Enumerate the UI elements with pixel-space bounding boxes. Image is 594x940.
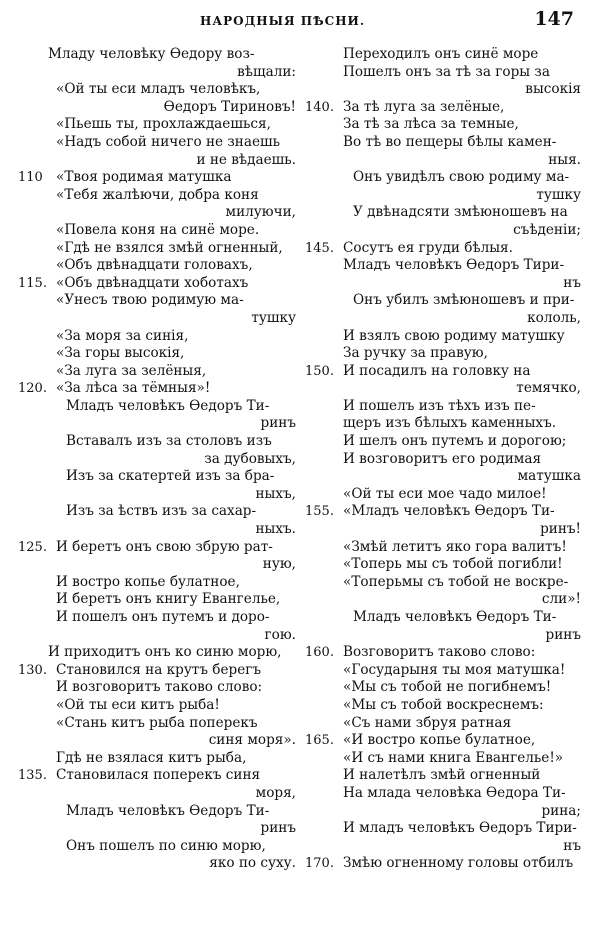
verse-text: «Пьешь ты, прохлаждаешься, (56, 116, 271, 133)
verse-text: «Младъ человѣкъ Ѳедоръ Ти- (343, 503, 555, 520)
verse-line (18, 503, 298, 521)
verse-text: И пошелъ изъ тѣхъ изъ пе- (343, 397, 536, 414)
verse-text: рина; (541, 802, 581, 819)
verse-line (305, 433, 583, 451)
line-number: 135. (18, 768, 47, 784)
verse-line (18, 292, 298, 310)
verse-text: И шелъ онъ путемъ и дорогою; (343, 433, 567, 450)
verse-line (18, 521, 298, 539)
verse-text: Младъ человѣкъ Ѳедоръ Тири- (343, 257, 565, 274)
verse-text: «Тебя жалѣючи, добра коня (56, 186, 259, 203)
verse-text: «Надъ собой ничего не знаешь (56, 133, 281, 150)
verse-text: И пошелъ онъ путемъ и доро- (56, 609, 270, 625)
verse-line (18, 627, 298, 645)
verse-text: «За лѣса за тёмныя»! (56, 380, 211, 397)
verse-text: Онъ убилъ змѣюношевъ и при- (353, 292, 575, 309)
verse-text: Онъ увидѣлъ свою родиму ма- (353, 169, 570, 186)
verse-text: «Объ двѣнадцати головахъ, (56, 257, 253, 274)
verse-line (18, 46, 298, 64)
verse-line (305, 187, 583, 205)
verse-text: темячко, (516, 380, 581, 397)
verse-text: и не вѣдаешь. (196, 151, 296, 168)
line-number: 130. (18, 662, 47, 678)
verse-line (305, 556, 583, 574)
verse-text: Младъ человѣкъ Ѳедоръ Ти- (66, 802, 270, 819)
verse-line (305, 627, 583, 645)
verse-line (18, 697, 298, 715)
verse-line (305, 152, 583, 170)
verse-text: И беретъ онъ свою збрую рат- (56, 538, 273, 555)
verse-line (305, 257, 583, 275)
line-number: 140. (305, 99, 334, 115)
verse-text: вѣщали: (237, 63, 296, 80)
verse-line (305, 503, 583, 521)
verse-text: Во тѣ во пещеры бѣлы камен- (343, 133, 557, 150)
verse-text: Ѳедоръ Тириновъ! (163, 98, 296, 115)
verse-line (305, 838, 583, 856)
verse-line (18, 152, 298, 170)
line-number: 125. (18, 539, 47, 555)
verse-text: ринъ (260, 415, 296, 432)
line-number: 115. (18, 275, 47, 291)
verse-text: Сосутъ ея груди бѣлыя. (343, 239, 513, 256)
verse-line (18, 451, 298, 469)
verse-line (18, 275, 298, 293)
line-number: 170. (305, 856, 334, 872)
verse-line (18, 415, 298, 433)
verse-line (305, 99, 583, 117)
verse-line (305, 697, 583, 715)
verse-line (18, 662, 298, 680)
verse-line (18, 240, 298, 258)
verse-text: нъ (563, 837, 581, 854)
verse-line (305, 732, 583, 750)
verse-line (305, 380, 583, 398)
verse-text: «Съ нами збруя ратная (343, 714, 512, 731)
line-number: 165. (305, 733, 334, 749)
verse-text: Возговоритъ таково слово: (343, 644, 536, 661)
verse-line (305, 574, 583, 592)
verse-line (18, 310, 298, 328)
verse-text: нъ (563, 274, 581, 291)
verse-line (305, 328, 583, 346)
verse-text: ринъ (260, 820, 296, 837)
verse-line (18, 116, 298, 134)
verse-text: Вставалъ изъ за столовъ изъ (66, 433, 272, 450)
line-number: 110 (18, 170, 43, 186)
verse-line (18, 556, 298, 574)
verse-line (305, 275, 583, 293)
verse-text: ную, (262, 556, 296, 573)
verse-line (18, 380, 298, 398)
verse-text: «Стань китъ рыба поперекъ (56, 714, 258, 731)
verse-line (18, 345, 298, 363)
verse-text: синя моря». (208, 732, 296, 749)
verse-line (18, 398, 298, 416)
verse-line (305, 451, 583, 469)
verse-line (305, 169, 583, 187)
verse-text: И беретъ онъ книгу Евангелье, (56, 591, 281, 608)
verse-text: Изъ за ѣствъ изъ за сахар- (66, 503, 257, 520)
line-number: 145. (305, 240, 334, 256)
verse-text: тушку (251, 309, 296, 326)
verse-text: ринъ (545, 626, 581, 643)
verse-line (305, 292, 583, 310)
verse-line (305, 803, 583, 821)
verse-text: Становился на крутъ берегъ (56, 661, 262, 678)
verse-text: За тѣ за лѣса за темные, (343, 116, 519, 133)
line-number: 120. (18, 381, 47, 397)
verse-text: ныхъ, (255, 485, 296, 502)
verse-text: «За горы высокія, (56, 345, 185, 362)
verse-line (18, 257, 298, 275)
verse-text: И приходитъ онъ ко синю морю, (48, 644, 282, 661)
verse-line (305, 240, 583, 258)
verse-line (18, 328, 298, 346)
verse-line (18, 81, 298, 99)
verse-line (18, 433, 298, 451)
verse-line (18, 64, 298, 82)
verse-text: «Гдѣ не взялся змѣй огненный, (56, 239, 283, 256)
verse-text: «Топерьмы съ тобой не воскре- (343, 573, 569, 590)
verse-text: Младу человѣку Ѳедору воз- (48, 46, 255, 62)
verse-line (305, 644, 583, 662)
verse-text: «Топерь мы съ тобой погибли! (343, 556, 563, 573)
verse-text: «Твоя родимая матушка (56, 169, 232, 186)
verse-line (18, 169, 298, 187)
verse-line (18, 187, 298, 205)
verse-line (18, 679, 298, 697)
verse-line (305, 539, 583, 557)
verse-line (305, 855, 583, 873)
verse-line (18, 803, 298, 821)
verse-text: «Ой ты еси китъ рыба! (56, 696, 220, 713)
verse-line (18, 363, 298, 381)
verse-text: «И съ нами книга Евангелье!» (343, 749, 564, 766)
verse-line (18, 204, 298, 222)
verse-text: «За моря за синія, (56, 327, 189, 344)
verse-line (305, 64, 583, 82)
verse-text: высокія (525, 81, 581, 98)
verse-line (18, 732, 298, 750)
verse-text: милуючи, (225, 204, 296, 221)
verse-text: И налетѣлъ змѣй огненный (343, 767, 541, 784)
verse-line (305, 81, 583, 99)
verse-text: «Ой ты еси младъ человѣкъ, (56, 81, 261, 98)
line-number: 155. (305, 504, 334, 520)
verse-line (305, 591, 583, 609)
verse-line (18, 750, 298, 768)
verse-text: ныя. (548, 151, 581, 168)
verse-text: За ручку за правую, (343, 345, 488, 362)
verse-text: И взялъ свою родиму матушку (343, 327, 565, 344)
verse-text: «Унесъ твою родимую ма- (56, 292, 244, 309)
verse-line (305, 609, 583, 627)
verse-line (305, 398, 583, 416)
verse-line (18, 609, 298, 627)
verse-line (305, 415, 583, 433)
verse-text: И возговоритъ его родимая (343, 450, 542, 467)
verse-text: тушку (536, 186, 581, 203)
verse-line (18, 591, 298, 609)
verse-text: Переходилъ онъ синё море (343, 46, 539, 62)
verse-text: «Повела коня на синё море. (56, 221, 260, 238)
verse-text: съѣденіи; (513, 221, 581, 238)
verse-line (305, 767, 583, 785)
verse-line (305, 222, 583, 240)
verse-text: «Мы съ тобой не погибнемъ! (343, 679, 552, 696)
verse-line (305, 662, 583, 680)
verse-line (18, 838, 298, 856)
verse-line (305, 820, 583, 838)
verse-text: «Змѣй летитъ яко гора валитъ! (343, 538, 567, 555)
verse-text: Изъ за скатертей изъ за бра- (66, 468, 275, 485)
verse-line (18, 134, 298, 152)
running-title: НАРОДНЫЯ ПѢСНИ. (200, 14, 366, 28)
verse-text: за дубовыхъ, (204, 450, 296, 467)
verse-text: «Мы съ тобой воскреснемъ: (343, 696, 544, 713)
verse-line (305, 134, 583, 152)
left-text-column (18, 46, 298, 873)
verse-line (18, 539, 298, 557)
verse-text: «Государыня ты моя матушка! (343, 661, 566, 678)
verse-text: «Объ двѣнадцати хоботахъ (56, 274, 249, 291)
verse-line (305, 521, 583, 539)
verse-line (305, 679, 583, 697)
verse-line (18, 855, 298, 873)
verse-line (18, 785, 298, 803)
verse-text: Младъ человѣкъ Ѳедоръ Ти- (66, 397, 270, 414)
verse-text: У двѣнадсяти змѣюношевъ на (353, 204, 568, 221)
verse-line (305, 363, 583, 381)
verse-line (18, 715, 298, 733)
verse-text: яко по суху. (209, 855, 296, 872)
verse-text: И посадилъ на головку на (343, 362, 531, 379)
verse-text: И возговоритъ таково слово: (56, 679, 263, 696)
verse-text: «Ой ты еси мое чадо милое! (343, 485, 547, 502)
verse-text: Младъ человѣкъ Ѳедоръ Ти- (353, 609, 557, 625)
verse-line (18, 820, 298, 838)
verse-text: И востро копье булатное, (56, 573, 240, 590)
verse-text: Становилася поперекъ синя (56, 767, 261, 784)
verse-text: матушка (517, 468, 581, 485)
verse-text: щеръ изъ бѣлыхъ каменныхъ. (343, 415, 557, 432)
page-number: 147 (534, 8, 574, 30)
verse-text: Змѣю огненному головы отбилъ (343, 855, 574, 872)
verse-line (18, 486, 298, 504)
verse-line (305, 204, 583, 222)
verse-line (18, 468, 298, 486)
verse-line (305, 116, 583, 134)
line-number: 160. (305, 645, 334, 661)
page-header (0, 6, 594, 34)
verse-text: Онъ пошелъ по синю морю, (66, 837, 266, 854)
verse-text: На млада человѣка Ѳедора Ти- (343, 784, 566, 801)
verse-line (305, 46, 583, 64)
verse-line (305, 310, 583, 328)
verse-text: ныхъ. (255, 521, 296, 538)
verse-line (18, 222, 298, 240)
verse-text: кололь, (527, 309, 581, 326)
verse-text: «И востро копье булатное, (343, 732, 536, 749)
verse-text: Гдѣ не взялася китъ рыба, (56, 749, 247, 766)
verse-line (18, 574, 298, 592)
verse-text: За тѣ луга за зелёные, (343, 98, 505, 115)
verse-line (305, 785, 583, 803)
verse-text: «За луга за зелёныя, (56, 362, 207, 379)
verse-line (305, 345, 583, 363)
verse-line (305, 715, 583, 733)
verse-text: ринъ! (540, 521, 581, 538)
verse-line (305, 468, 583, 486)
verse-text: сли»! (541, 591, 581, 608)
verse-line (18, 99, 298, 117)
right-text-column (305, 46, 583, 873)
line-number: 150. (305, 363, 334, 379)
verse-text: И младъ человѣкъ Ѳедоръ Тири- (343, 820, 577, 837)
verse-line (18, 767, 298, 785)
verse-line (305, 486, 583, 504)
verse-line (305, 750, 583, 768)
verse-text: моря, (255, 784, 296, 801)
verse-text: гою. (264, 626, 296, 643)
verse-text: Пошелъ онъ за тѣ за горы за (343, 63, 550, 80)
verse-line (18, 644, 298, 662)
